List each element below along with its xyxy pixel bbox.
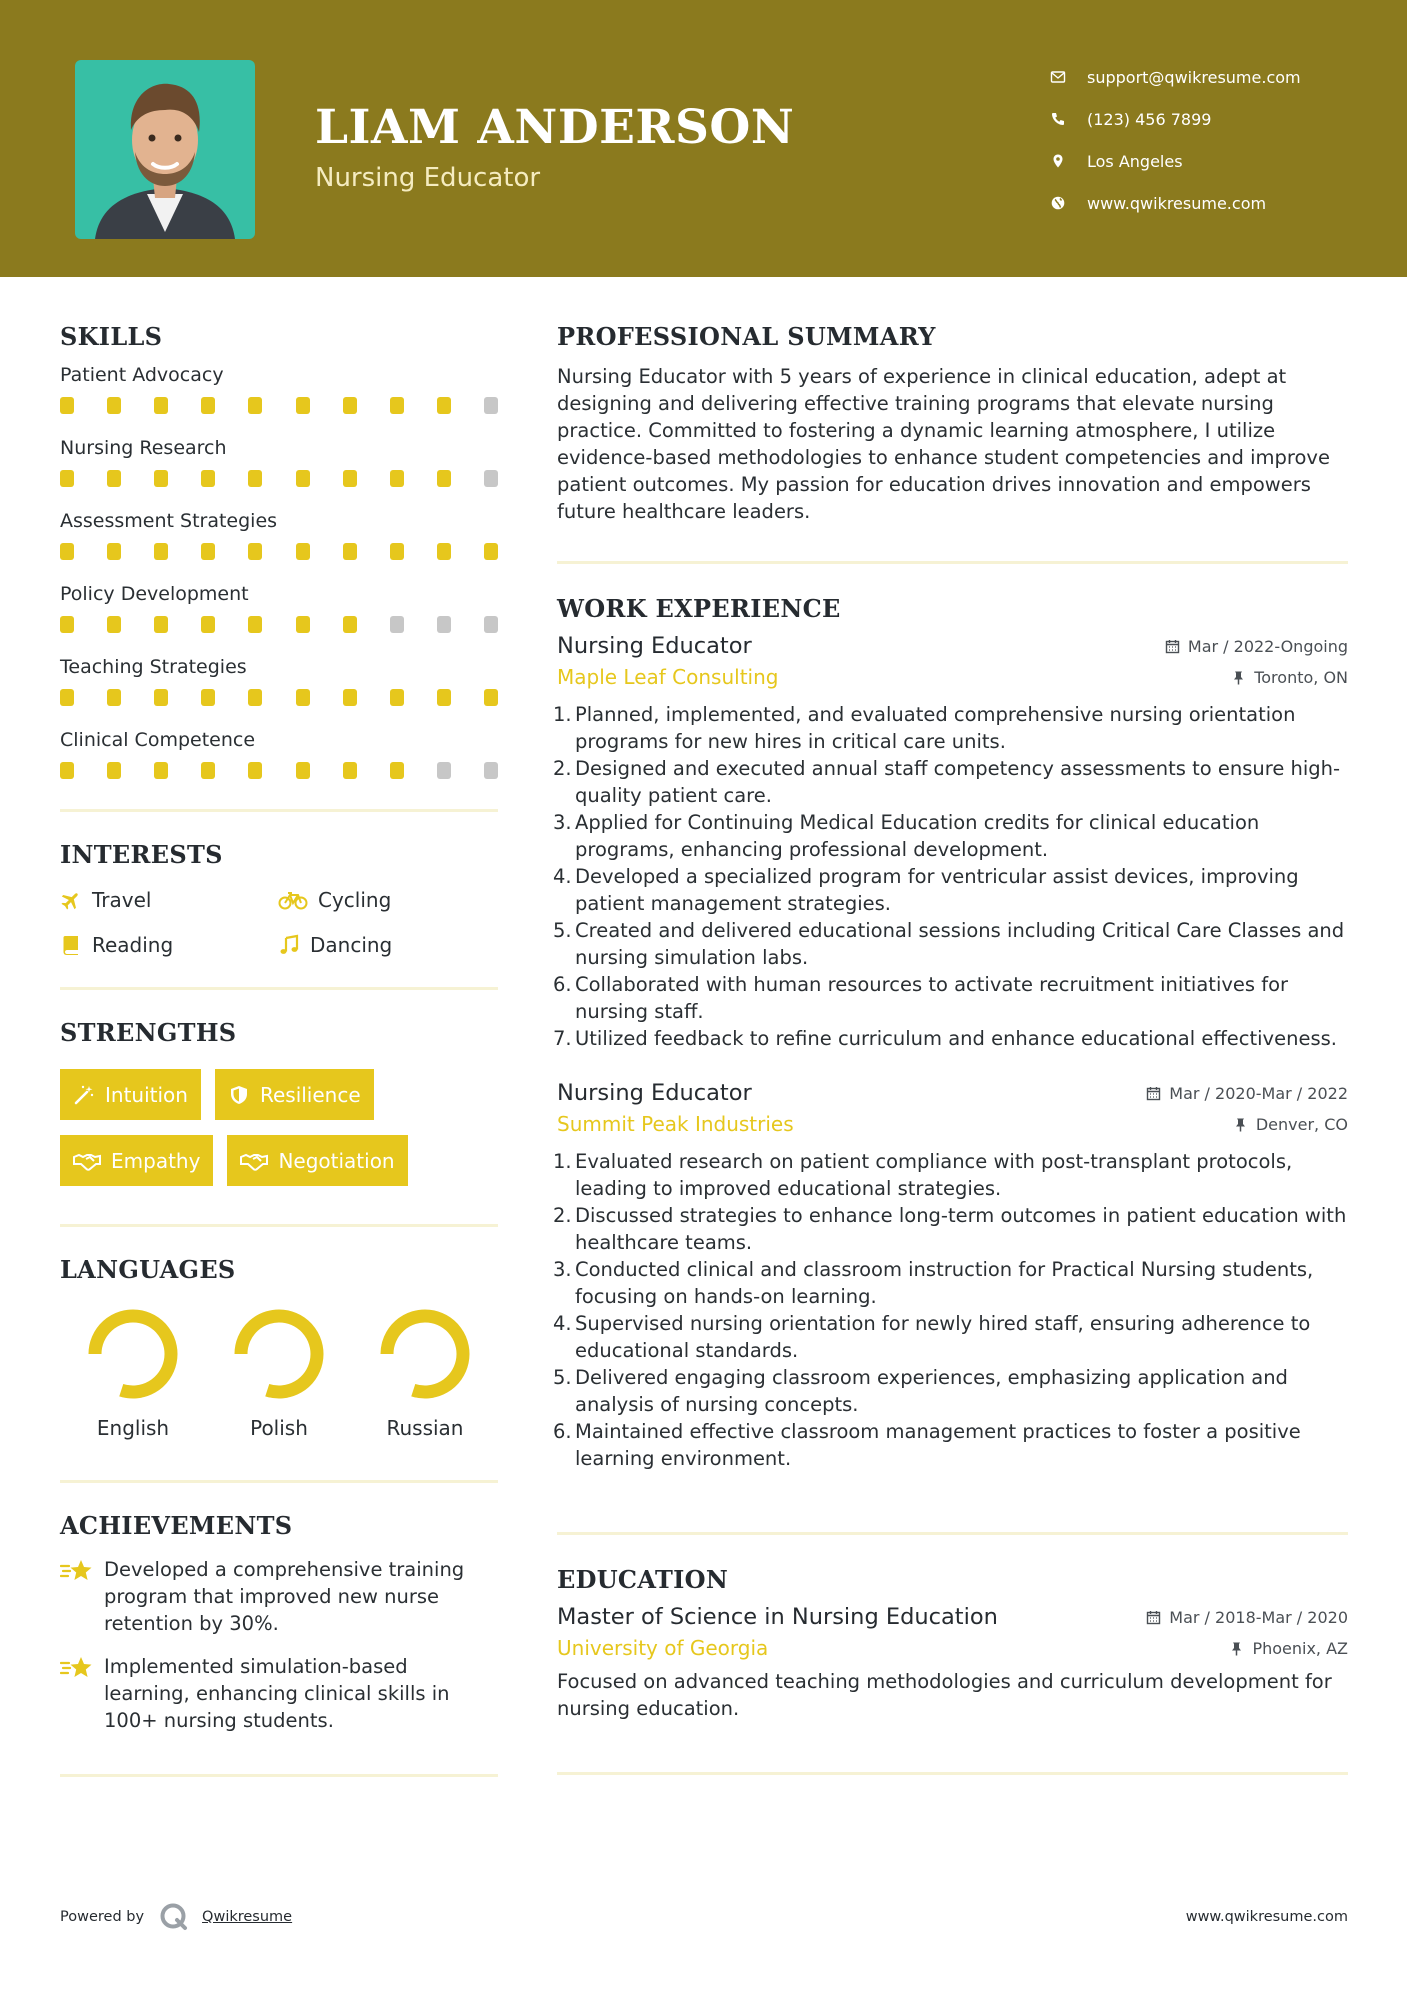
skill-name: Teaching Strategies	[60, 656, 247, 678]
interest-item	[60, 930, 278, 959]
education-entry	[557, 1604, 1348, 1722]
job-location	[1233, 1115, 1348, 1134]
interests-list	[60, 885, 498, 959]
duty-item: 6. Collaborated with human resources to activate recruitment initiatives for nursing staff.	[553, 973, 1289, 1023]
achievement-item	[60, 1556, 498, 1637]
section-divider	[60, 1480, 498, 1483]
education-location	[1229, 1639, 1348, 1658]
strength-badge	[227, 1135, 407, 1186]
skill-dot-filled	[201, 470, 215, 487]
skill-dot-filled	[107, 762, 121, 779]
language-proficiency-ring	[231, 1306, 327, 1402]
achievement-item	[60, 1653, 498, 1734]
section-divider	[60, 809, 498, 812]
calendar-icon	[1146, 1086, 1161, 1101]
strength-label: Empathy	[111, 1148, 201, 1173]
book-icon	[60, 934, 82, 956]
skill-dot-filled	[343, 616, 357, 633]
skill-dot-filled	[343, 543, 357, 560]
skill-dot-empty	[484, 762, 498, 779]
shooting-star-icon	[60, 1652, 94, 1684]
skill-dot-filled	[296, 470, 310, 487]
section-divider	[60, 987, 498, 990]
skill-dot-filled	[60, 543, 74, 560]
skills-list	[60, 361, 498, 799]
skill-dot-filled	[248, 397, 262, 414]
skill-dot-filled	[343, 470, 357, 487]
education-description: Focused on advanced teaching methodologies and curriculum development for nursing education.	[557, 1670, 1332, 1720]
bicycle-icon	[278, 889, 308, 911]
candidate-name: LIAM ANDERSON	[315, 100, 795, 155]
skill-dot-filled	[154, 543, 168, 560]
skill-rating	[60, 681, 498, 726]
shield-icon	[228, 1084, 250, 1106]
skill-dot-filled	[248, 689, 262, 706]
skill-name: Policy Development	[60, 583, 249, 605]
contact-phone-text: (123) 456 7899	[1087, 109, 1212, 129]
strengths-heading: STRENGTHS	[60, 1018, 237, 1047]
skill-dot-filled	[154, 616, 168, 633]
skill-dot-empty	[484, 397, 498, 414]
skill-dot-filled	[296, 397, 310, 414]
skill-dot-filled	[107, 616, 121, 633]
skill-dot-filled	[60, 689, 74, 706]
degree-title: Master of Science in Nursing Education	[557, 1604, 998, 1630]
experience-heading: WORK EXPERIENCE	[557, 594, 841, 623]
skill-dot-empty	[437, 616, 451, 633]
language-proficiency-ring	[377, 1306, 473, 1402]
contact-email[interactable]	[1050, 56, 1301, 98]
skill-dot-filled	[437, 397, 451, 414]
skill-dot-filled	[107, 543, 121, 560]
calendar-icon	[1146, 1610, 1161, 1625]
skill-dot-filled	[437, 689, 451, 706]
contact-phone[interactable]	[1050, 98, 1301, 140]
languages-heading: LANGUAGES	[60, 1255, 236, 1284]
duties-list	[553, 1148, 1348, 1472]
achievements-heading: ACHIEVEMENTS	[60, 1511, 293, 1540]
pushpin-icon	[1229, 1641, 1244, 1656]
skill-rating	[60, 462, 498, 507]
language-proficiency-ring	[85, 1306, 181, 1402]
phone-icon	[1050, 111, 1087, 127]
header-banner	[0, 0, 1407, 277]
skill-dot-filled	[484, 689, 498, 706]
section-divider	[60, 1224, 498, 1227]
skill-rating	[60, 535, 498, 580]
skill-dot-empty	[484, 470, 498, 487]
skill-dot-filled	[296, 616, 310, 633]
skill-item	[60, 434, 498, 507]
achievement-text: Implemented simulation-based learning, enhancing clinical skills in 100+ nursing students.	[104, 1655, 450, 1732]
skill-dot-filled	[296, 689, 310, 706]
skill-item	[60, 361, 498, 434]
duties-list	[553, 701, 1348, 1052]
candidate-title: Nursing Educator	[315, 163, 541, 193]
section-divider	[60, 1774, 498, 1777]
duty-item: 2. Designed and executed annual staff competency assessments to ensure high-quality patient care.	[553, 757, 1341, 807]
language-item	[206, 1306, 352, 1440]
job-dates-text: Mar / 2020-Mar / 2022	[1169, 1083, 1348, 1103]
profile-photo	[75, 60, 255, 239]
plane-icon	[60, 889, 82, 911]
strength-label: Resilience	[259, 1082, 361, 1107]
skill-dot-filled	[296, 762, 310, 779]
language-name: Polish	[250, 1416, 308, 1440]
skill-dot-filled	[343, 762, 357, 779]
location-pin-icon	[1050, 153, 1087, 169]
skill-dot-filled	[437, 543, 451, 560]
powered-by-label: Powered by	[60, 1909, 145, 1925]
skill-dot-filled	[248, 470, 262, 487]
job-location	[1231, 668, 1348, 687]
school-name: University of Georgia	[557, 1636, 769, 1660]
duty-item: 1. Planned, implemented, and evaluated comprehensive nursing orientation programs for new hires in critical care units.	[553, 703, 1296, 753]
calendar-icon	[1165, 639, 1180, 654]
skill-dot-filled	[390, 543, 404, 560]
duty-item: 3. Conducted clinical and classroom instruction for Practical Nursing students, focusing on hands-on learning.	[553, 1258, 1314, 1308]
job-location-text: Toronto, ON	[1254, 667, 1348, 687]
skill-dot-filled	[201, 543, 215, 560]
skill-dot-filled	[154, 470, 168, 487]
job-title: Nursing Educator	[557, 633, 752, 659]
skill-name: Assessment Strategies	[60, 510, 278, 532]
company-name: Summit Peak Industries	[557, 1112, 794, 1136]
skill-dot-empty	[484, 616, 498, 633]
skill-dot-filled	[201, 762, 215, 779]
pushpin-icon	[1233, 1117, 1248, 1132]
job-dates	[1165, 637, 1348, 656]
skill-item	[60, 653, 498, 726]
skill-dot-filled	[107, 397, 121, 414]
skill-dot-filled	[154, 397, 168, 414]
skill-rating	[60, 389, 498, 434]
skill-name: Patient Advocacy	[60, 364, 224, 386]
footer-website[interactable]: www.qwikresume.com	[1185, 1909, 1348, 1925]
job-dates	[1146, 1084, 1348, 1103]
skill-dot-filled	[201, 616, 215, 633]
skill-item	[60, 580, 498, 653]
language-name: Russian	[386, 1416, 464, 1440]
section-divider	[557, 1532, 1348, 1535]
education-dates-text: Mar / 2018-Mar / 2020	[1169, 1607, 1348, 1627]
language-item	[60, 1306, 206, 1440]
contact-list	[1050, 56, 1301, 224]
language-name: English	[96, 1416, 170, 1440]
music-note-icon	[278, 934, 300, 956]
powered-by	[60, 1901, 292, 1933]
skill-dot-filled	[154, 762, 168, 779]
interest-item	[60, 885, 278, 914]
job-location-text: Denver, CO	[1255, 1114, 1348, 1134]
skill-dot-filled	[60, 397, 74, 414]
company-name: Maple Leaf Consulting	[557, 665, 779, 689]
duty-item: 1. Evaluated research on patient compliance with post-transplant protocols, leading to improved educational strategies.	[553, 1150, 1293, 1200]
job-entry	[553, 1080, 1348, 1472]
duty-item: 5. Created and delivered educational sessions including Critical Care Classes and nursing simulation labs.	[553, 919, 1345, 969]
job-title: Nursing Educator	[557, 1080, 752, 1106]
education-location-text: Phoenix, AZ	[1252, 1638, 1348, 1658]
skill-dot-filled	[390, 762, 404, 779]
skill-rating	[60, 754, 498, 799]
interest-item	[278, 885, 478, 914]
summary-text: Nursing Educator with 5 years of experience in clinical education, adept at designing and delivering effective training programs that elevate nursing practice. Committed to fostering a dynamic learning atmosphere, I utilize evidence-based methodologies to enhance student competencies and improve patient outcomes. My passion for education drives innovation and empowers future healthcare leaders.	[557, 365, 1330, 523]
language-item	[352, 1306, 498, 1440]
skill-dot-filled	[60, 470, 74, 487]
skill-dot-filled	[107, 689, 121, 706]
duty-item: 5. Delivered engaging classroom experiences, emphasizing application and analysis of nursing concepts.	[553, 1366, 1288, 1416]
duty-item: 4. Supervised nursing orientation for newly hired staff, ensuring adherence to educational standards.	[553, 1312, 1311, 1362]
strength-label: Negotiation	[278, 1148, 395, 1173]
section-divider	[557, 561, 1348, 564]
achievement-text: Developed a comprehensive training program that improved new nurse retention by 30%.	[104, 1558, 465, 1635]
languages-list	[60, 1306, 498, 1440]
skill-item	[60, 726, 498, 799]
achievements-list	[60, 1556, 498, 1734]
skill-dot-filled	[390, 397, 404, 414]
contact-website-text: www.qwikresume.com	[1087, 193, 1267, 213]
duty-item: 4. Developed a specialized program for ventricular assist devices, improving patient management strategies.	[553, 865, 1299, 915]
interest-label: Reading	[92, 932, 174, 957]
summary-heading: PROFESSIONAL SUMMARY	[557, 322, 936, 351]
job-entry	[553, 633, 1348, 1052]
interest-label: Dancing	[310, 932, 393, 957]
skill-dot-filled	[60, 762, 74, 779]
strength-badge	[60, 1135, 213, 1186]
skill-dot-filled	[343, 689, 357, 706]
interest-item	[278, 930, 478, 959]
skill-dot-filled	[390, 470, 404, 487]
skill-dot-filled	[437, 470, 451, 487]
skill-dot-filled	[60, 616, 74, 633]
education-heading: EDUCATION	[557, 1565, 729, 1594]
skill-dot-filled	[201, 689, 215, 706]
section-divider	[557, 1772, 1348, 1775]
skill-dot-filled	[201, 397, 215, 414]
skill-dot-filled	[390, 689, 404, 706]
strength-label: Intuition	[105, 1082, 188, 1107]
contact-website[interactable]	[1050, 182, 1301, 224]
skill-name: Clinical Competence	[60, 729, 256, 751]
pushpin-icon	[1231, 670, 1246, 685]
interest-label: Travel	[92, 887, 152, 912]
strengths-list	[60, 1069, 490, 1186]
duty-item: 3. Applied for Continuing Medical Education credits for clinical education programs, enhancing professional development.	[553, 811, 1260, 861]
contact-location-text: Los Angeles	[1087, 151, 1183, 171]
envelope-icon	[1050, 69, 1087, 85]
right-column	[553, 322, 1348, 1775]
skill-dot-filled	[343, 397, 357, 414]
qwikresume-link[interactable]: Qwikresume	[202, 1909, 293, 1925]
skill-dot-filled	[248, 762, 262, 779]
skill-dot-filled	[296, 543, 310, 560]
shooting-star-icon	[60, 1555, 94, 1587]
duty-item: 7. Utilized feedback to refine curriculum and enhance educational effectiveness.	[553, 1027, 1337, 1050]
skill-dot-filled	[248, 543, 262, 560]
skill-item	[60, 507, 498, 580]
person-avatar-icon	[75, 60, 255, 239]
footer	[60, 1901, 1348, 1933]
contact-email-text: support@qwikresume.com	[1087, 67, 1301, 87]
interests-heading: INTERESTS	[60, 840, 223, 869]
skill-dot-filled	[107, 470, 121, 487]
strength-badge	[60, 1069, 201, 1120]
skill-name: Nursing Research	[60, 437, 227, 459]
education-dates	[1146, 1608, 1348, 1627]
magic-wand-icon	[73, 1084, 95, 1106]
skills-heading: SKILLS	[60, 322, 163, 351]
left-column	[60, 322, 498, 1777]
skill-rating	[60, 608, 498, 653]
job-dates-text: Mar / 2022-Ongoing	[1187, 636, 1348, 656]
duty-item: 2. Discussed strategies to enhance long-term outcomes in patient education with healthcare teams.	[553, 1204, 1347, 1254]
skill-dot-empty	[437, 762, 451, 779]
contact-location	[1050, 140, 1301, 182]
duty-item: 6. Maintained effective classroom management practices to foster a positive learning environment.	[553, 1420, 1301, 1470]
qwikresume-logo-icon	[158, 1901, 190, 1933]
skill-dot-filled	[248, 616, 262, 633]
handshake-icon	[73, 1150, 101, 1172]
skill-dot-empty	[390, 616, 404, 633]
skill-dot-filled	[154, 689, 168, 706]
globe-icon	[1050, 195, 1087, 211]
handshake-icon	[240, 1150, 268, 1172]
strength-badge	[215, 1069, 374, 1120]
interest-label: Cycling	[318, 887, 392, 912]
skill-dot-filled	[484, 543, 498, 560]
